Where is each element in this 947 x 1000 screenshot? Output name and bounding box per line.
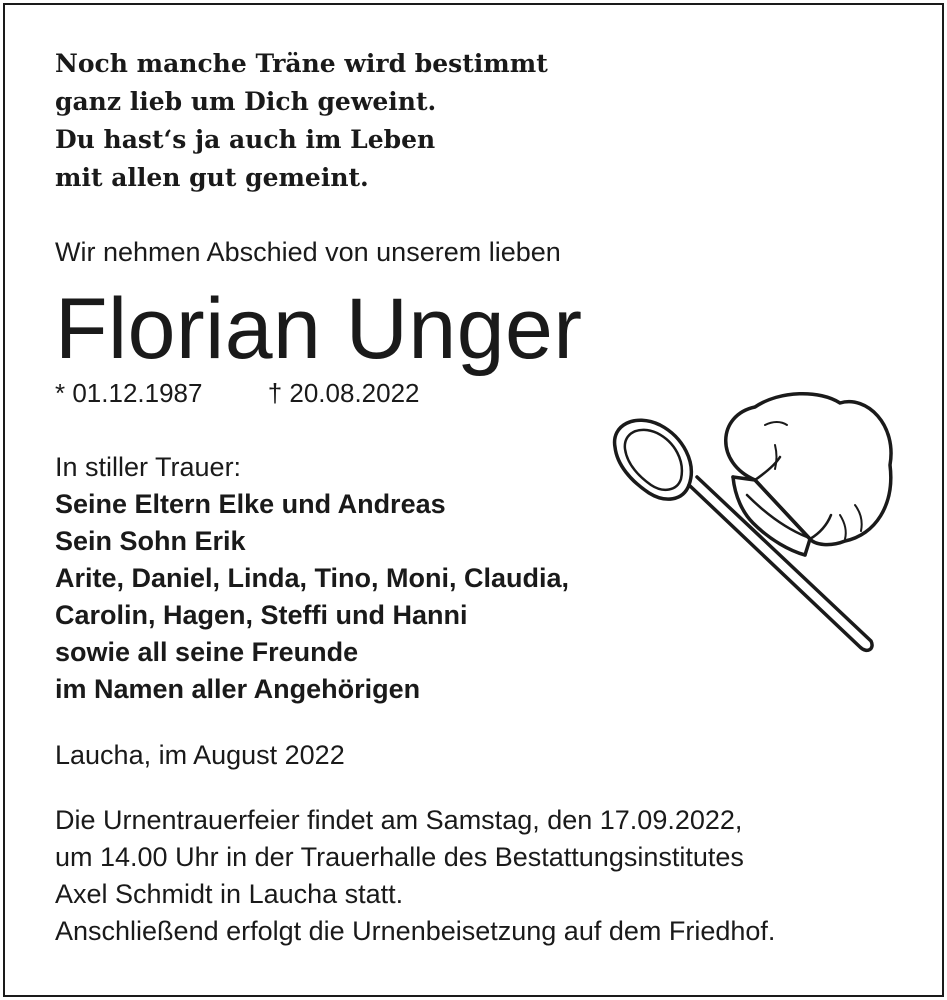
- deceased-name: Florian Unger: [55, 281, 583, 377]
- wooden-spoon-icon: [615, 420, 873, 650]
- service-line: Axel Schmidt in Laucha statt.: [55, 879, 404, 909]
- farewell-intro: Wir nehmen Abschied von unserem lieben: [55, 237, 561, 267]
- poem-line: mit allen gut gemeint.: [55, 163, 369, 192]
- place-and-date: Laucha, im August 2022: [55, 740, 345, 770]
- service-line: um 14.00 Uhr in der Trauerhalle des Bestattungsinstitutes: [55, 842, 744, 872]
- mourning-label: In stiller Trauer:: [55, 452, 242, 482]
- birth-date: * 01.12.1987: [55, 378, 203, 408]
- mourner-line: Sein Sohn Erik: [55, 526, 246, 556]
- mourner-line: Carolin, Hagen, Steffi und Hanni: [55, 600, 468, 630]
- chef-hat-and-wooden-spoon-icon: [605, 385, 905, 665]
- mourner-line: Seine Eltern Elke und Andreas: [55, 489, 446, 519]
- poem-line: ganz lieb um Dich geweint.: [55, 87, 437, 116]
- poem-line: Du hast‘s ja auch im Leben: [55, 125, 436, 154]
- mourner-line: sowie all seine Freunde: [55, 637, 359, 667]
- poem: [55, 45, 905, 197]
- mourner-line: im Namen aller Angehörigen: [55, 674, 421, 704]
- chef-hat-icon: [726, 394, 891, 555]
- service-line: Anschließend erfolgt die Urnenbeisetzung auf dem Friedhof.: [55, 916, 776, 946]
- service-details: [55, 802, 905, 950]
- mourner-line: Arite, Daniel, Linda, Tino, Moni, Claudia,: [55, 563, 570, 593]
- poem-line: Noch manche Träne wird bestimmt: [55, 49, 548, 78]
- service-line: Die Urnentrauerfeier findet am Samstag, den 17.09.2022,: [55, 805, 743, 835]
- obituary-notice: [3, 3, 944, 997]
- death-date: † 20.08.2022: [267, 378, 420, 408]
